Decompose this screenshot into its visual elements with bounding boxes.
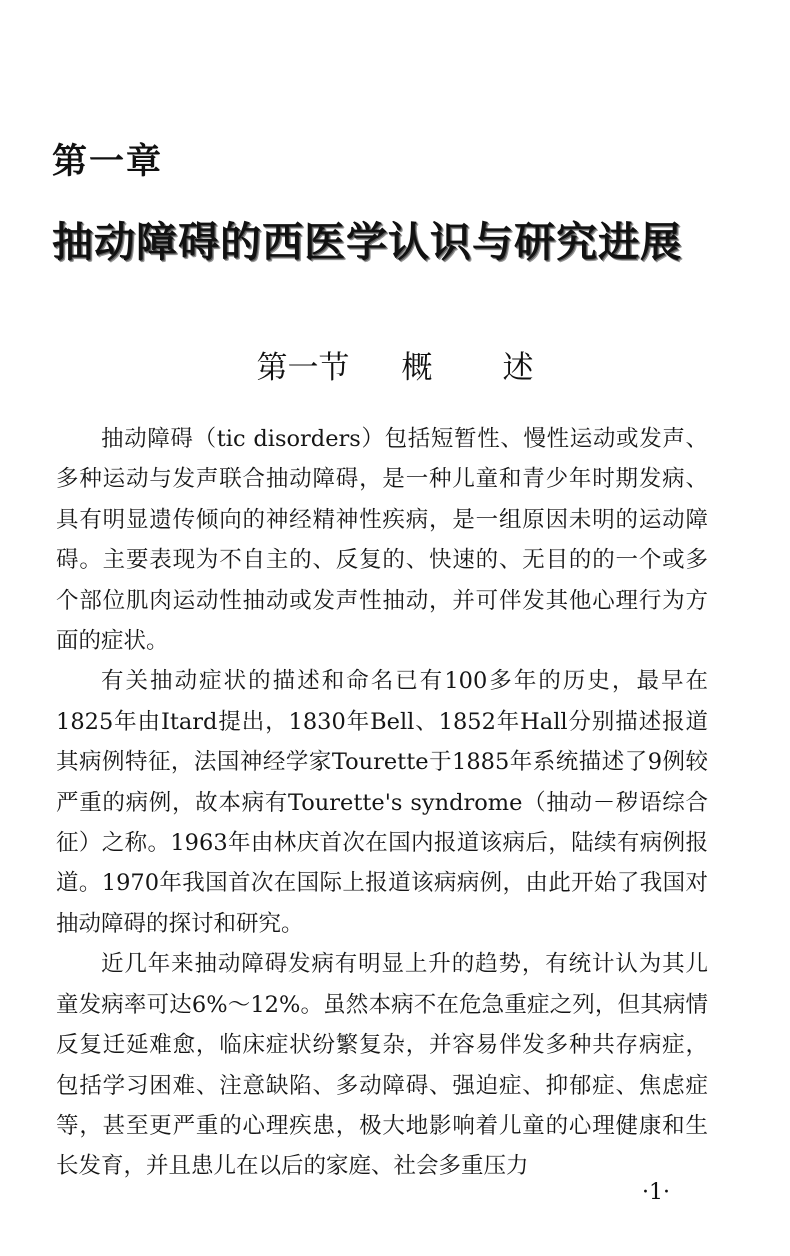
paragraph: 抽动障碍（tic disorders）包括短暂性、慢性运动或发声、多种运动与发声联合抽动障碍，是一种儿童和青少年时期发病、具有明显遗传倾向的神经精神性疾病，是一组原因未明的运动障碍。主要表现为不自主的、反复的、快速的、无目的的一个或多个部位肌肉运动性抽动或发声性抽动，并可伴发其他心理行为方面的症状。 (56, 426, 708, 655)
paragraph: 有关抽动症状的描述和命名已有100多年的历史，最早在1825年由Itard提出，1830年Bell、1852年Hall分别描述报道其病例特征，法国神经学家Tourette于1885年系统描述了9例较严重的病例，故本病有Tourette's syndrome（抽动－秽语综合征）之称。1963年由林庆首次在国内报道该病后，陆续有病例报道。1970年我国首次在国际上报道该病病例，由此开始了我国对抽动障碍的探讨和研究。 (56, 668, 708, 937)
page-number: ·1· (642, 1180, 670, 1205)
section-heading (0, 342, 790, 387)
chapter-label: 第一章 (52, 142, 164, 182)
section-title-char-1: 概 (401, 350, 433, 386)
section-number: 第一节 (256, 350, 350, 386)
paragraph: 近几年来抽动障碍发病有明显上升的趋势，有统计认为其儿童发病率可达6%～12%。虽然本病不在危急重症之列，但其病情反复迁延难愈，临床症状纷繁复杂，并容易伴发多种共存病症，包括学习困难、注意缺陷、多动障碍、强迫症、抑郁症、焦虑症等，甚至更严重的心理疾患，极大地影响着儿童的心理健康和生长发育，并且患儿在以后的家庭、社会多重压力 (56, 951, 708, 1180)
body-text (56, 419, 708, 1187)
chapter-title: 抽动障碍的西医学认识与研究进展 (52, 218, 682, 266)
section-title-char-2: 述 (502, 350, 534, 386)
